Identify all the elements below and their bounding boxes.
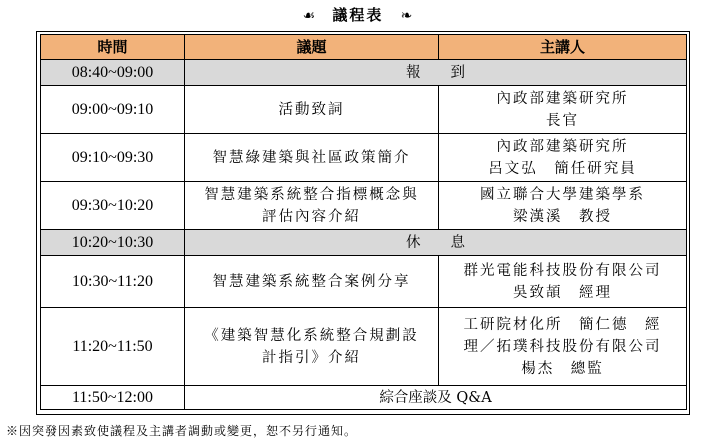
topic-line: 智慧建築系統整合指標概念與 [204, 186, 419, 203]
speaker-name: 吳致頡 經理 [513, 284, 612, 301]
speaker-cell [439, 182, 687, 230]
speaker-org: 群光電能科技股份有限公司 [463, 262, 662, 279]
speaker-cell [439, 134, 687, 182]
speaker-line: 楊杰 總監 [521, 360, 604, 377]
break-cell: 休息 [185, 230, 687, 256]
time-cell: 09:30~10:20 [41, 182, 185, 230]
topic-cell [185, 182, 439, 230]
speaker-name: 梁漢溪 教授 [513, 208, 612, 225]
speaker-name: 長官 [546, 112, 579, 129]
topic-cell [185, 308, 439, 386]
topic-cell: 智慧建築系統整合案例分享 [185, 256, 439, 308]
time-cell: 10:30~11:20 [41, 256, 185, 308]
time-cell: 11:20~11:50 [41, 308, 185, 386]
speaker-cell [439, 86, 687, 134]
col-header-topic: 議題 [185, 35, 439, 60]
topic-line: 計指引》介紹 [262, 349, 361, 366]
topic-cell: 活動致詞 [185, 86, 439, 134]
topic-line: 《建築智慧化系統整合規劃設 [204, 327, 419, 344]
table-row [41, 86, 687, 134]
table-row [41, 134, 687, 182]
table-row [41, 60, 687, 86]
table-row [41, 256, 687, 308]
ornament-right-icon: ❧ [400, 8, 413, 24]
speaker-line: 理／拓璞科技股份有限公司 [463, 338, 662, 355]
table-row [41, 308, 687, 386]
time-cell: 08:40~09:00 [41, 60, 185, 86]
topic-line: 評估內容介紹 [262, 208, 361, 225]
break-cell: 報到 [185, 60, 687, 86]
footnote: ※因突發因素致使議程及主講者調動或變更，恕不另行通知。 [6, 424, 358, 438]
col-header-time: 時間 [41, 35, 185, 60]
table-row [41, 386, 687, 410]
speaker-org: 內政部建築研究所 [496, 90, 629, 107]
time-cell: 11:50~12:00 [41, 386, 185, 410]
discussion-cell: 綜合座談及 Q&A [185, 386, 687, 410]
time-cell: 10:20~10:30 [41, 230, 185, 256]
table-row [41, 230, 687, 256]
title-text: 議程表 [332, 6, 384, 24]
header-row [41, 35, 687, 60]
speaker-line: 工研院材化所 簡仁德 經 [463, 316, 662, 333]
ornament-left-icon: ☙ [302, 8, 316, 24]
speaker-name: 呂文弘 簡任研究員 [488, 160, 637, 177]
col-header-speaker: 主講人 [439, 35, 687, 60]
time-cell: 09:10~09:30 [41, 134, 185, 182]
speaker-cell [439, 308, 687, 386]
speaker-org: 國立聯合大學建築學系 [480, 186, 645, 203]
speaker-cell [439, 256, 687, 308]
time-cell: 09:00~09:10 [41, 86, 185, 134]
topic-cell: 智慧綠建築與社區政策簡介 [185, 134, 439, 182]
page-title [0, 4, 715, 26]
table-row [41, 182, 687, 230]
speaker-org: 內政部建築研究所 [496, 138, 629, 155]
agenda-table [40, 34, 687, 410]
